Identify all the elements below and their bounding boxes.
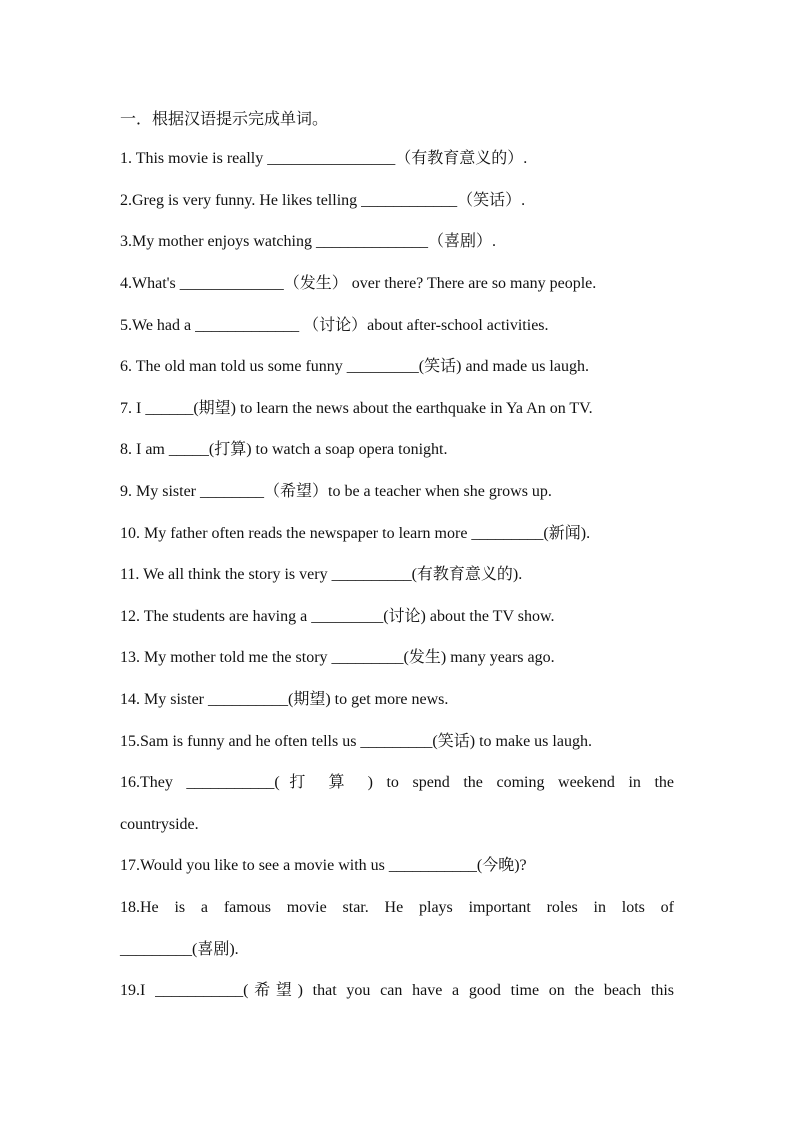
exercise-line-7: 7. I ______(期望) to learn the news about the earthquake in Ya An on TV.	[120, 400, 593, 417]
exercise-line-10: 10. My father often reads the newspaper to learn more _________(新闻).	[120, 525, 591, 542]
exercise-line-14: 14. My sister __________(期望) to get more news.	[120, 691, 449, 708]
exercise-line-17: 17.Would you like to see a movie with us ___________(今晚)?	[120, 857, 527, 874]
exercise-line-12: 12. The students are having a _________(讨论) about the TV show.	[120, 608, 555, 625]
exercise-line-2: 2.Greg is very funny. He likes telling ____________（笑话）.	[120, 192, 526, 209]
exercise-line-16: 16.They ___________(打 算 ) to spend the coming weekend in the	[120, 774, 674, 791]
exercise-line-13: 13. My mother told me the story _________(发生) many years ago.	[120, 649, 555, 666]
exercise-line-8: 8. I am _____(打算) to watch a soap opera tonight.	[120, 441, 448, 458]
exercise-line-5: 5.We had a _____________ （讨论）about after-school activities.	[120, 317, 549, 334]
exercise-line-18-cont: _________(喜剧).	[120, 941, 239, 958]
exercise-line-6: 6. The old man told us some funny _________(笑话) and made us laugh.	[120, 358, 589, 375]
exercise-line-4: 4.What's _____________（发生） over there? There are so many people.	[120, 275, 597, 292]
section-heading: 一．根据汉语提示完成单词。	[120, 109, 329, 128]
exercise-line-3: 3.My mother enjoys watching ______________（喜剧）.	[120, 233, 496, 250]
exercise-line-9: 9. My sister ________（希望）to be a teacher when she grows up.	[120, 483, 552, 500]
exercise-line-16-cont: countryside.	[120, 816, 199, 833]
exercise-line-19: 19.I ___________(希望) that you can have a good time on the beach this	[120, 982, 674, 999]
exercise-line-11: 11. We all think the story is very __________(有教育意义的).	[120, 566, 523, 583]
exercise-line-1: 1. This movie is really ________________（有教育意义的）.	[120, 150, 528, 167]
exercise-line-18: 18.He is a famous movie star. He plays important roles in lots of	[120, 899, 674, 916]
exercise-line-15: 15.Sam is funny and he often tells us _________(笑话) to make us laugh.	[120, 733, 592, 750]
